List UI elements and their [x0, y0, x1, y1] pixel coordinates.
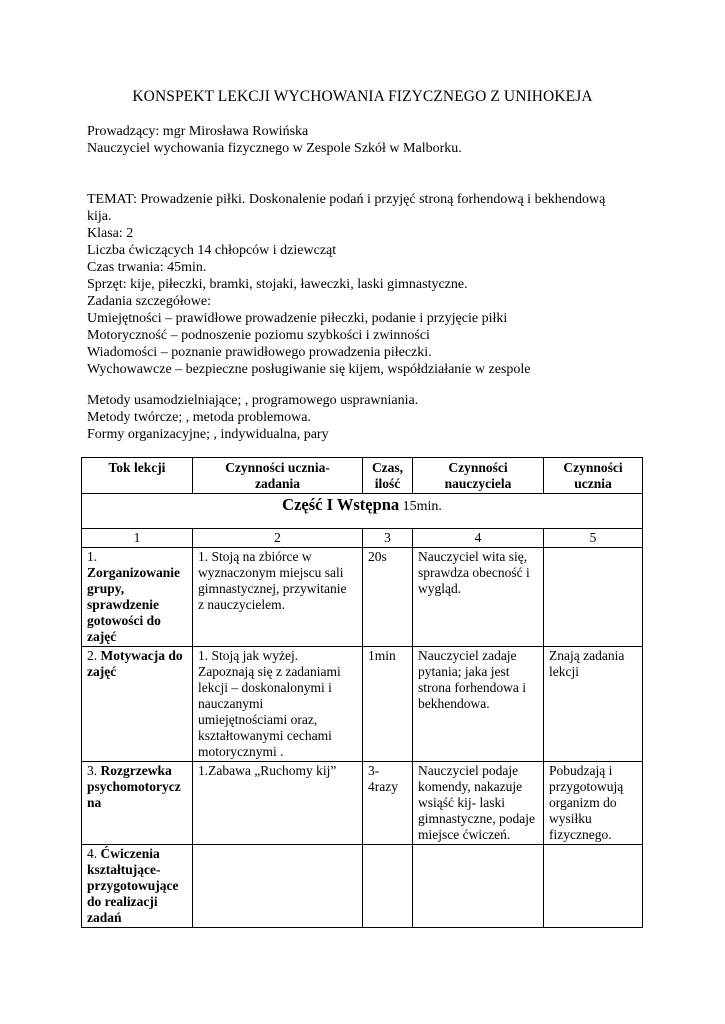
- lesson-stage-cell: [82, 845, 193, 928]
- cell-line: bekhendowa.: [418, 696, 490, 711]
- cell-line: lekcji – doskonalonymi i: [198, 680, 332, 695]
- stage-label-line: Motywacja do: [100, 648, 183, 663]
- lesson-info-block: [87, 191, 647, 378]
- part-row: [82, 494, 643, 529]
- student-task-cell: [193, 548, 363, 647]
- stage-label-line: na: [87, 795, 102, 810]
- lesson-table: [81, 457, 643, 928]
- table-row: [82, 647, 643, 762]
- topic-line: TEMAT: Prowadzenie piłki. Doskonalenie podań i przyjęć stroną forhendową i bekhendową: [87, 192, 606, 207]
- table-row: [82, 845, 643, 928]
- stage-label-line: zajęć: [87, 629, 117, 644]
- lesson-stage-cell: [82, 548, 193, 647]
- cell-line: motorycznymi .: [198, 744, 284, 759]
- lesson-stage-cell: [82, 647, 193, 762]
- cell-line: gimnastyczne, podaje: [418, 811, 535, 826]
- cell-line: Nauczyciel zadaje: [418, 648, 517, 663]
- methods-line-1: Metody usamodzielniające; , programowego usprawniania.: [87, 393, 419, 408]
- stage-label-line: Ćwiczenia: [100, 846, 160, 861]
- student-task-cell: [193, 647, 363, 762]
- time-cell: [363, 548, 413, 647]
- stage-label-line: Rozgrzewka: [100, 763, 172, 778]
- author-block: [87, 123, 647, 157]
- student-action-cell: [544, 647, 643, 762]
- part-title: Część I Wstępna: [282, 495, 400, 514]
- column-number-row: [82, 529, 643, 548]
- header-time: Czas, ilość: [363, 458, 413, 494]
- cell-line: wygląd.: [418, 581, 462, 596]
- column-number: 5: [544, 529, 643, 548]
- document-title: KONSPEKT LEKCJI WYCHOWANIA FIZYCZNEGO Z UNIHOKEJA: [132, 88, 593, 105]
- stage-label-line: przygotowujące: [87, 878, 179, 893]
- author-role-line: Nauczyciel wychowania fizycznego w Zespole Szkół w Malborku.: [87, 141, 462, 156]
- cell-line: Pobudzają i: [549, 763, 613, 778]
- cell-line: organizm do: [549, 795, 617, 810]
- cell-line: komendy, nakazuje: [418, 779, 523, 794]
- stage-number: 3.: [87, 763, 101, 778]
- part-title-cell: [82, 494, 643, 529]
- duration-line: Czas trwania: 45min.: [87, 260, 207, 275]
- stage-label-line: sprawdzenie: [87, 597, 159, 612]
- cell-line: miejsce ćwiczeń.: [418, 827, 511, 842]
- forms-line: Formy organizacyjne; , indywidualna, pary: [87, 427, 329, 442]
- table-row: [82, 548, 643, 647]
- cell-line: pytania; jaka jest: [418, 664, 510, 679]
- stage-label-line: psychomotorycz: [87, 779, 181, 794]
- cell-line: Zapoznają się z zadaniami: [198, 664, 341, 679]
- tasks-heading: Zadania szczegółowe:: [87, 294, 211, 309]
- student-action-cell: [544, 548, 643, 647]
- stage-label-line: Zorganizowanie: [87, 565, 180, 580]
- stage-number: 4.: [87, 846, 101, 861]
- header-lesson-flow: Tok lekcji: [82, 458, 193, 494]
- time-cell: [363, 762, 413, 845]
- equipment-line: Sprzęt: kije, piłeczki, bramki, stojaki, ławeczki, laski gimnastyczne.: [87, 277, 468, 292]
- stage-label-line: gotowości do: [87, 613, 161, 628]
- header-student-actions: Czynności ucznia: [544, 458, 643, 494]
- student-task-cell: [193, 845, 363, 928]
- teacher-action-cell: [413, 845, 544, 928]
- cell-line: 20s: [368, 549, 387, 564]
- cell-line: wyznaczonym miejscu sali: [198, 565, 344, 580]
- cell-line: 1.Zabawa „Ruchomy kij”: [198, 763, 337, 778]
- part-time: 15min.: [402, 499, 442, 514]
- cell-line: gimnastycznej, przywitanie: [198, 581, 347, 596]
- teacher-action-cell: [413, 548, 544, 647]
- cell-line: sprawdza obecność i: [418, 565, 530, 580]
- header-teacher-actions: Czynności nauczyciela: [413, 458, 544, 494]
- cell-line: 1min: [368, 648, 396, 663]
- cell-line: Nauczyciel podaje: [418, 763, 519, 778]
- table-row: [82, 762, 643, 845]
- cell-line: 4razy: [368, 779, 398, 794]
- column-number: 2: [193, 529, 363, 548]
- cell-line: fizycznego.: [549, 827, 612, 842]
- cell-line: przygotowują: [549, 779, 624, 794]
- topic-continuation: kija.: [87, 209, 112, 224]
- educational-line: Wychowawcze – bezpieczne posługiwanie się kijem, współdziałanie w zespole: [87, 362, 531, 377]
- skills-line: Umiejętności – prawidłowe prowadzenie piłeczki, podanie i przyjęcie piłki: [87, 311, 508, 326]
- student-task-cell: [193, 762, 363, 845]
- lesson-rows: [82, 548, 643, 928]
- column-number: 3: [363, 529, 413, 548]
- cell-line: Znają zadania: [549, 648, 625, 663]
- cell-line: kształtowanymi cechami: [198, 728, 332, 743]
- participants-line: Liczba ćwiczących 14 chłopców i dziewcząt: [87, 243, 337, 258]
- table-header-row: [82, 458, 643, 494]
- stage-label-line: grupy,: [87, 581, 125, 596]
- cell-line: nauczanymi: [198, 696, 264, 711]
- stage-label-line: kształtujące-: [87, 862, 161, 877]
- stage-label-line: zajęć: [87, 664, 117, 679]
- motor-line: Motoryczność – podnoszenie poziomu szybkości i zwinności: [87, 328, 430, 343]
- column-number: 4: [413, 529, 544, 548]
- teacher-action-cell: [413, 762, 544, 845]
- stage-label-line: do realizacji: [87, 894, 158, 909]
- cell-line: 3-: [368, 763, 380, 778]
- student-action-cell: [544, 762, 643, 845]
- methods-line-2: Metody twórcze; , metoda problemowa.: [87, 410, 311, 425]
- stage-number: 1.: [87, 549, 98, 564]
- teacher-action-cell: [413, 647, 544, 762]
- class-line: Klasa: 2: [87, 226, 134, 241]
- methods-block: [87, 392, 647, 443]
- cell-line: z nauczycielem.: [198, 597, 285, 612]
- cell-line: lekcji: [549, 664, 579, 679]
- cell-line: 1. Stoją jak wyżej.: [198, 648, 299, 663]
- column-number: 1: [82, 529, 193, 548]
- header-student-tasks: Czynności ucznia- zadania: [193, 458, 363, 494]
- stage-label-line: zadań: [87, 910, 122, 925]
- cell-line: strona forhendowa i: [418, 680, 526, 695]
- cell-line: 1. Stoją na zbiórce w: [198, 549, 312, 564]
- cell-line: wsiąść kij- laski: [418, 795, 505, 810]
- time-cell: [363, 845, 413, 928]
- student-action-cell: [544, 845, 643, 928]
- cell-line: umiejętnościami oraz,: [198, 712, 318, 727]
- stage-number: 2.: [87, 648, 101, 663]
- knowledge-line: Wiadomości – poznanie prawidłowego prowadzenia piłeczki.: [87, 345, 432, 360]
- cell-line: Nauczyciel wita się,: [418, 549, 528, 564]
- lesson-stage-cell: [82, 762, 193, 845]
- time-cell: [363, 647, 413, 762]
- author-line: Prowadzący: mgr Mirosława Rowińska: [87, 124, 309, 139]
- cell-line: wysiłku: [549, 811, 592, 826]
